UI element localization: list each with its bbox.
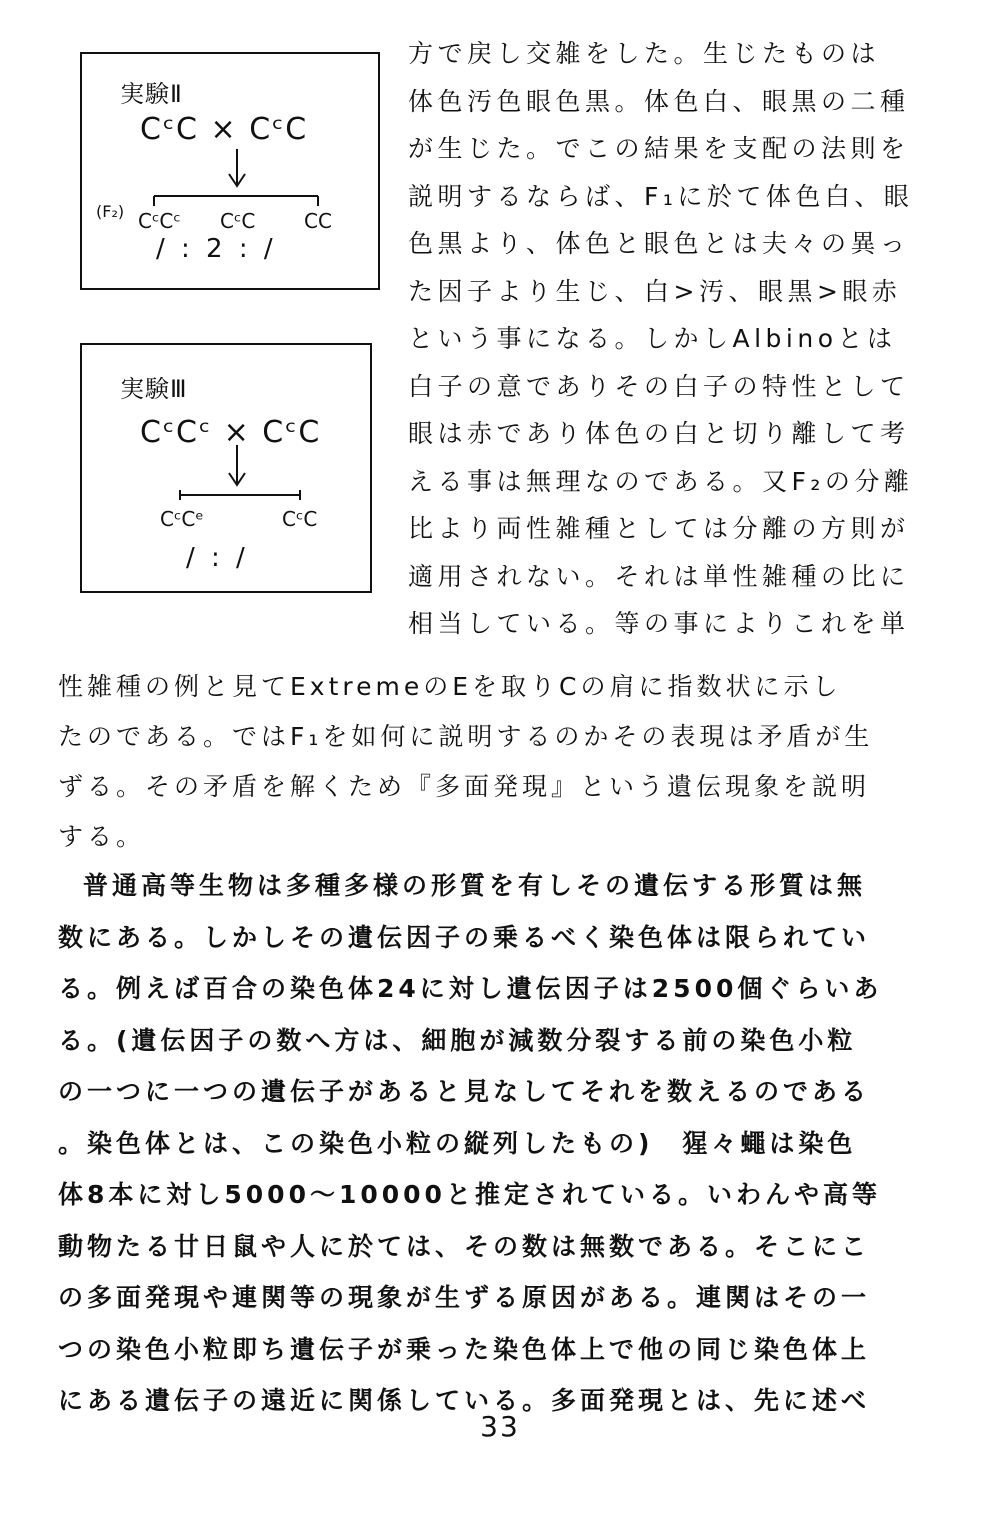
offspring-genotype: CC bbox=[304, 209, 332, 233]
side-paragraph bbox=[408, 30, 968, 648]
offspring-genotype: CᶜCᶜ bbox=[138, 209, 181, 233]
experiment-2-diagram bbox=[80, 52, 380, 290]
experiment-2-cross: CᶜC × CᶜC bbox=[140, 112, 309, 147]
continuation-paragraph bbox=[58, 662, 968, 862]
text-line: 体色汚色眼色黒。体色白、眼黒の二種 bbox=[408, 86, 910, 116]
text-line: 白子の意でありその白子の特性として bbox=[408, 371, 910, 401]
offspring-genotype: CᶜCᵉ bbox=[160, 507, 204, 531]
offspring-genotype: CᶜC bbox=[220, 209, 256, 233]
text-line: の多面発現や連関等の現象が生ずる原因がある。連関はその一 bbox=[58, 1283, 871, 1312]
text-line: 眼は赤であり体色の白と切り離して考 bbox=[408, 419, 910, 448]
text-line: 性雑種の例と見てExtremeのEを取りCの肩に指数状に示し bbox=[58, 672, 842, 701]
text-line: ずる。その矛盾を解くため『多面発現』という遺伝現象を説明 bbox=[58, 772, 871, 801]
segregation-ratio: / : / bbox=[186, 543, 249, 573]
text-line: た因子より生じ、白>汚、眼黒>眼赤 bbox=[408, 276, 902, 306]
text-line: にある遺伝子の遠近に関係している。多面発現とは、先に述べ bbox=[58, 1386, 871, 1415]
experiment-3-cross: CᶜCᶜ × CᶜC bbox=[140, 415, 322, 450]
text-line: 。染色体とは、この染色小粒の縦列したもの) 猩々蠅は染色 bbox=[58, 1128, 857, 1158]
segregation-ratio: / : 2 : / bbox=[156, 234, 277, 264]
text-line: という事になる。しかしAlbinoとは bbox=[408, 324, 897, 353]
text-line: つの染色小粒即ち遺伝子が乗った染色体上で他の同じ染色体上 bbox=[58, 1334, 871, 1364]
text-line: 体8本に対し5000～10000と推定されている。いわんや高等 bbox=[58, 1180, 881, 1209]
text-line: 相当している。等の事によりこれを単 bbox=[408, 609, 910, 638]
text-line: 説明するならば、F₁に於て体色白、眼 bbox=[408, 181, 914, 211]
text-line: る。(遺伝因子の数へ方は、細胞が減数分裂する前の染色小粒 bbox=[58, 1025, 857, 1055]
text-line: 動物たる廿日鼠や人に於ては、その数は無数である。そこにこ bbox=[58, 1231, 871, 1261]
text-line: 色黒より、体色と眼色とは夫々の異っ bbox=[408, 229, 910, 258]
text-line: する。 bbox=[58, 822, 146, 851]
text-line: 比より両性雑種としては分離の方則が bbox=[408, 514, 910, 543]
experiment-2-title: 実験Ⅱ bbox=[120, 80, 183, 108]
text-line: たのである。ではF₁を如何に説明するのかその表現は矛盾が生 bbox=[58, 722, 874, 751]
text-line: る。例えば百合の染色体24に対し遺伝因子は2500個ぐらいあ bbox=[58, 974, 883, 1003]
second-paragraph bbox=[58, 860, 968, 1427]
text-line: 普通高等生物は多種多様の形質を有しその遺伝する形質は無 bbox=[83, 871, 867, 900]
page-number: 33 bbox=[480, 1410, 520, 1443]
experiment-3-diagram bbox=[80, 343, 372, 593]
text-line: 方で戻し交雑をした。生じたものは bbox=[408, 39, 881, 68]
text-line: 数にある。しかしその遺伝因子の乗るべく染色体は限られてい bbox=[58, 922, 871, 952]
text-line: える事は無理なのである。又F₂の分離 bbox=[408, 466, 914, 496]
text-line: が生じた。でこの結果を支配の法則を bbox=[408, 134, 910, 163]
experiment-3-title: 実験Ⅲ bbox=[120, 375, 188, 403]
f2-label: (F₂) bbox=[96, 202, 125, 221]
text-line: の一つに一つの遺伝子があると見なしてそれを数えるのである bbox=[58, 1077, 871, 1106]
offspring-genotype: CᶜC bbox=[282, 507, 318, 531]
text-line: 適用されない。それは単性雑種の比に bbox=[408, 561, 910, 591]
